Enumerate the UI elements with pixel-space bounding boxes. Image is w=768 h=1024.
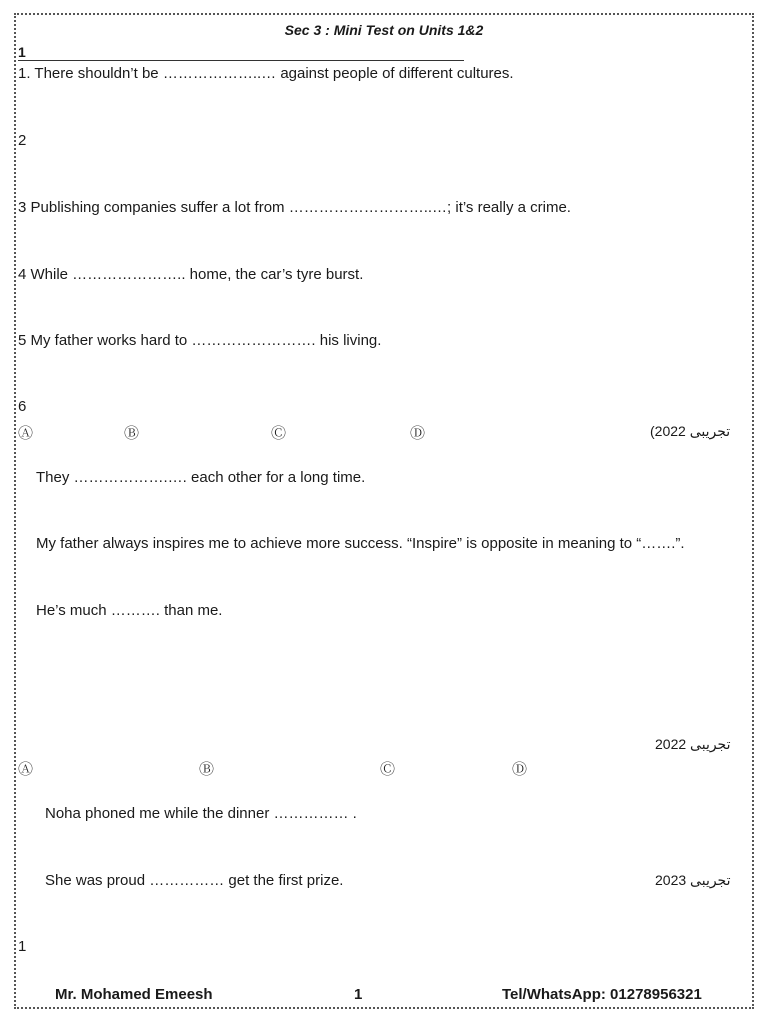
option-c: Ⓒ [271, 425, 287, 442]
exam-year-tag: تجريبى 2022 [655, 736, 731, 752]
option-a: Ⓐ [18, 761, 34, 778]
footer-page-number: 1 [354, 986, 363, 1003]
mcq-item: He’s much ………. than me. [36, 602, 223, 619]
mcq-item: They ……………….…. each other for a long time. [36, 469, 366, 486]
question-2: 2 [18, 132, 27, 149]
question-1: 1. There shouldn’t be ………………..… against people of different cultures. [18, 65, 514, 82]
question-5: 5 My father works hard to ……………………. his living. [18, 332, 382, 349]
mcq-item: Noha phoned me while the dinner …………… . [45, 805, 357, 822]
option-d: Ⓓ [410, 425, 426, 442]
section-number: 1 [18, 44, 26, 60]
option-b: Ⓑ [124, 425, 140, 442]
title-underline [18, 60, 464, 61]
question-6: 6 [18, 398, 27, 415]
mcq-item: My father always inspires me to achieve more success. “Inspire” is opposite in meaning to “…….”. [36, 535, 685, 552]
footer-author: Mr. Mohamed Emeesh [55, 986, 213, 1003]
option-d: Ⓓ [512, 761, 528, 778]
option-a: Ⓐ [18, 425, 34, 442]
page-title: Sec 3 : Mini Test on Units 1&2 [284, 22, 484, 38]
question-3: 3 Publishing companies suffer a lot from ………………………..…; it’s really a crime. [18, 199, 571, 216]
exam-year-tag: تجريبى 2023 [655, 872, 731, 888]
page-border [14, 13, 754, 1009]
mcq-item: She was proud …………… get the first prize. [45, 872, 344, 889]
option-b: Ⓑ [199, 761, 215, 778]
option-c: Ⓒ [380, 761, 396, 778]
question-4: 4 While ………………….. home, the car’s tyre burst. [18, 266, 364, 283]
question-number: 1 [18, 938, 27, 955]
exam-year-tag: (تجريبى 2022 [650, 423, 731, 439]
footer-contact: Tel/WhatsApp: 01278956321 [502, 986, 702, 1003]
